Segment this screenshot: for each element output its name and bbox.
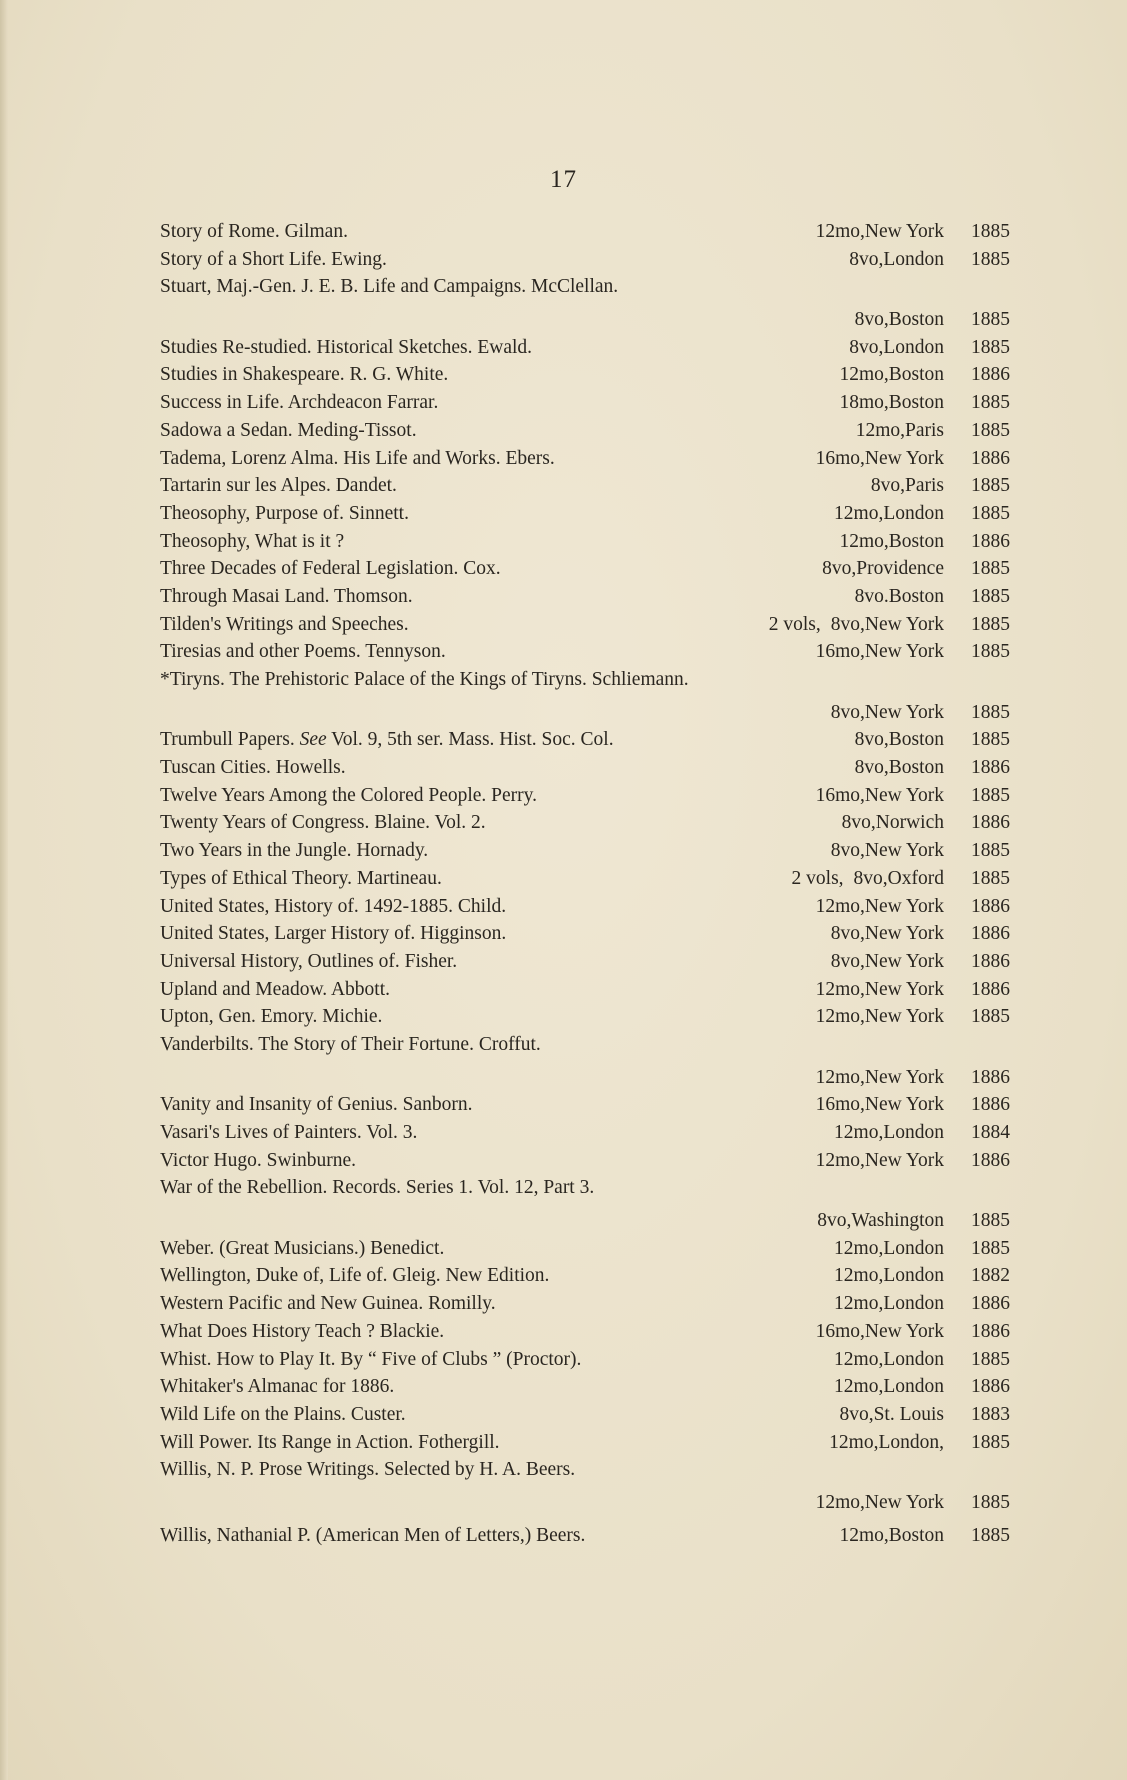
- entry-imprint: [816, 1489, 1010, 1517]
- entry-title: Tuscan Cities. Howells.: [160, 757, 346, 779]
- entry-year: 1885: [971, 475, 1010, 497]
- entry-place: Boston: [888, 757, 944, 779]
- entry-year: 1886: [971, 1149, 1010, 1171]
- entry-format: 8vo,: [830, 840, 865, 862]
- entry-imprint: [816, 1003, 1010, 1031]
- entry-title: Theosophy, What is it ?: [160, 530, 345, 552]
- entry-title: [160, 726, 614, 754]
- entry-title: Willis, Nathanial P. (American Men of Letters,) Beers.: [160, 1524, 586, 1546]
- entry-title-prefix: Trumbull Papers.: [160, 729, 300, 751]
- entry-place: Providence: [856, 558, 944, 580]
- entry-format: 16mo,: [815, 1320, 865, 1342]
- entry-format: 8vo,: [841, 812, 876, 834]
- entry-year: 1886: [971, 530, 1010, 552]
- list-item: [160, 361, 1010, 389]
- entry-imprint: [834, 1119, 1010, 1147]
- entry-title: Victor Hugo. Swinburne.: [160, 1149, 356, 1171]
- list-item: [160, 1207, 1010, 1235]
- list-item: [160, 666, 1010, 694]
- entry-place: New York: [864, 1006, 944, 1028]
- entry-place: New York: [864, 950, 944, 972]
- entry-title: Three Decades of Federal Legislation. Cox.: [160, 558, 501, 580]
- entry-title: Will Power. Its Range in Action. Fothergill.: [160, 1431, 500, 1453]
- list-item: [160, 754, 1010, 782]
- entry-year: 1886: [971, 923, 1010, 945]
- entry-year: 1885: [971, 729, 1010, 751]
- entry-year: 1885: [971, 558, 1010, 580]
- entry-imprint: [839, 528, 1010, 556]
- entry-place: New York: [864, 923, 944, 945]
- entry-place: Boston: [888, 729, 944, 751]
- list-item: [160, 1290, 1010, 1318]
- list-item: [160, 1456, 1010, 1484]
- entry-place: London: [883, 1265, 944, 1287]
- entry-place: London: [883, 1376, 944, 1398]
- entry-format: 8vo,: [822, 558, 857, 580]
- entry-title: United States, Larger History of. Higginson.: [160, 923, 507, 945]
- entry-title: Studies in Shakespeare. R. G. White.: [160, 364, 449, 386]
- entry-imprint: [855, 306, 1010, 334]
- list-item: [160, 389, 1010, 417]
- entry-year: 1885: [971, 502, 1010, 524]
- entry-title: Whist. How to Play It. By “ Five of Clubs ” (Proctor).: [160, 1348, 582, 1370]
- entry-place: New York: [864, 613, 944, 635]
- page-number: 17: [550, 166, 577, 193]
- entry-place: New York: [864, 895, 944, 917]
- list-item: [160, 306, 1010, 334]
- list-item: [160, 638, 1010, 666]
- list-item: [160, 555, 1010, 583]
- entry-imprint: [831, 948, 1010, 976]
- entry-volumes: 2 vols,: [768, 613, 821, 635]
- entry-imprint: [855, 726, 1010, 754]
- entry-format: 8vo,: [849, 248, 884, 270]
- list-item: [160, 948, 1010, 976]
- entry-imprint: [855, 754, 1010, 782]
- page-edge: [0, 0, 8, 1780]
- list-item: [160, 893, 1010, 921]
- entry-imprint: [834, 1290, 1010, 1318]
- list-item: [160, 976, 1010, 1004]
- entry-title: Stuart, Maj.-Gen. J. E. B. Life and Campaigns. McClellan.: [160, 276, 619, 298]
- entry-imprint: [834, 500, 1010, 528]
- list-item: [160, 837, 1010, 865]
- entry-place: Paris: [905, 419, 944, 441]
- entry-title: Studies Re-studied. Historical Sketches. Ewald.: [160, 336, 533, 358]
- book-list: [160, 218, 1010, 1549]
- entry-imprint: [849, 246, 1010, 274]
- entry-year: 1885: [971, 701, 1010, 723]
- entry-format: 8vo,: [854, 729, 889, 751]
- entry-imprint: [871, 472, 1010, 500]
- list-item: [160, 1262, 1010, 1290]
- entry-imprint: [816, 638, 1010, 666]
- list-item: [160, 218, 1010, 246]
- entry-format: 12mo,: [839, 364, 889, 386]
- entry-place: Boston: [888, 392, 944, 414]
- entry-imprint: [839, 1522, 1010, 1550]
- list-item: [160, 472, 1010, 500]
- list-item: [160, 1373, 1010, 1401]
- entry-place: London: [883, 1122, 944, 1143]
- entry-imprint: [855, 583, 1010, 611]
- entry-place: New York: [864, 840, 944, 862]
- entry-volumes: 2 vols,: [791, 867, 844, 889]
- entry-year: 1886: [971, 757, 1010, 779]
- entry-imprint: [839, 389, 1010, 417]
- entry-imprint: [829, 1429, 1010, 1457]
- entry-format: 8vo,: [849, 336, 884, 358]
- list-item: [160, 726, 1010, 754]
- entry-place: Boston: [888, 530, 944, 552]
- entry-place: Boston: [888, 585, 944, 607]
- entry-year: 1886: [971, 447, 1010, 469]
- entry-place: New York: [864, 447, 944, 469]
- entry-format: 12mo,: [815, 1066, 865, 1088]
- entry-imprint: [842, 809, 1010, 837]
- entry-title: Sadowa a Sedan. Meding-Tissot.: [160, 419, 417, 441]
- list-item: [160, 611, 1010, 639]
- entry-title: What Does History Teach ? Blackie.: [160, 1320, 445, 1342]
- entry-format: 8vo,: [830, 923, 865, 945]
- entry-imprint: [816, 1147, 1010, 1175]
- entry-year: 1886: [971, 1293, 1010, 1315]
- list-item: [160, 445, 1010, 473]
- list-item: [160, 1318, 1010, 1346]
- entry-imprint: [816, 1091, 1010, 1119]
- entry-place: Washington: [851, 1210, 944, 1232]
- entry-place: London: [883, 1293, 944, 1315]
- entry-title: Tilden's Writings and Speeches.: [160, 613, 409, 635]
- entry-year: 1886: [971, 1376, 1010, 1398]
- list-item: [160, 1031, 1010, 1059]
- entry-title: Tiresias and other Poems. Tennyson.: [160, 641, 446, 663]
- entry-place: London: [883, 1348, 944, 1370]
- entry-year: 1884: [971, 1122, 1010, 1143]
- entry-year: 1886: [971, 978, 1010, 1000]
- entry-format: 12mo,: [834, 1265, 884, 1287]
- entry-title: Willis, N. P. Prose Writings. Selected by H. A. Beers.: [160, 1459, 576, 1481]
- entry-title: Vanity and Insanity of Genius. Sanborn.: [160, 1094, 473, 1116]
- list-item: [160, 865, 1010, 893]
- entry-place: New York: [864, 978, 944, 1000]
- list-item: [160, 1147, 1010, 1175]
- entry-title: Through Masai Land. Thomson.: [160, 585, 413, 607]
- entry-year: 1885: [971, 1237, 1010, 1259]
- entry-year: 1885: [971, 419, 1010, 441]
- entry-format: 8vo.: [854, 585, 889, 607]
- entry-place: New York: [864, 221, 944, 242]
- entry-format: 8vo,: [830, 613, 865, 635]
- entry-format: 8vo,: [854, 309, 889, 331]
- entry-imprint: [817, 1207, 1010, 1235]
- entry-format: 8vo,: [839, 1403, 874, 1425]
- entry-title: Twelve Years Among the Colored People. Perry.: [160, 784, 538, 806]
- entry-year: 1885: [971, 309, 1010, 331]
- entry-imprint: [769, 611, 1010, 639]
- entry-imprint: [816, 218, 1010, 246]
- entry-format: 8vo,: [853, 867, 888, 889]
- entry-place: New York: [864, 1066, 944, 1088]
- entry-year: 1885: [971, 392, 1010, 414]
- entry-imprint: [834, 1346, 1010, 1374]
- entry-year: 1885: [971, 1210, 1010, 1232]
- entry-format: 8vo,: [854, 757, 889, 779]
- entry-title: *Tiryns. The Prehistoric Palace of the Kings of Tiryns. Schliemann.: [160, 669, 689, 690]
- list-item: [160, 1003, 1010, 1031]
- entry-format: 12mo,: [834, 502, 884, 524]
- entry-year: 1885: [971, 1431, 1010, 1453]
- entry-place: Norwich: [875, 812, 944, 834]
- entry-format: 16mo,: [815, 447, 865, 469]
- list-item: [160, 920, 1010, 948]
- entry-title: Two Years in the Jungle. Hornady.: [160, 840, 429, 862]
- entry-place: New York: [864, 784, 944, 806]
- entry-year: 1885: [971, 840, 1010, 862]
- entry-year: 1883: [971, 1403, 1010, 1425]
- entry-place: New York: [864, 701, 944, 723]
- entry-imprint: [849, 334, 1010, 362]
- entry-imprint: [816, 1064, 1010, 1092]
- list-item: [160, 273, 1010, 301]
- list-item: [160, 1235, 1010, 1263]
- entry-format: 12mo,: [815, 1149, 865, 1171]
- entry-format: 12mo,: [829, 1431, 879, 1453]
- list-item: [160, 809, 1010, 837]
- list-item: [160, 1429, 1010, 1457]
- list-item: [160, 1489, 1010, 1517]
- list-item: [160, 246, 1010, 274]
- entry-format: 18mo,: [839, 392, 889, 414]
- entry-title: Types of Ethical Theory. Martineau.: [160, 867, 442, 889]
- entry-title: Western Pacific and New Guinea. Romilly.: [160, 1293, 496, 1315]
- list-item: [160, 1522, 1010, 1550]
- entry-title: United States, History of. 1492-1885. Child.: [160, 895, 507, 917]
- entry-title: Success in Life. Archdeacon Farrar.: [160, 392, 439, 414]
- entry-title: Upton, Gen. Emory. Michie.: [160, 1006, 383, 1028]
- entry-format: 8vo,: [817, 1210, 852, 1232]
- entry-place: New York: [864, 1094, 944, 1116]
- entry-title: Weber. (Great Musicians.) Benedict.: [160, 1237, 445, 1259]
- entry-title: Theosophy, Purpose of. Sinnett.: [160, 502, 409, 524]
- entry-format: 8vo,: [830, 950, 865, 972]
- list-item: [160, 528, 1010, 556]
- entry-year: 1886: [971, 895, 1010, 917]
- entry-imprint: [834, 1262, 1010, 1290]
- list-item: [160, 500, 1010, 528]
- entry-year: 1882: [971, 1265, 1010, 1287]
- entry-year: 1885: [971, 248, 1010, 270]
- entry-imprint: [831, 699, 1010, 727]
- entry-year: 1885: [971, 1524, 1010, 1546]
- entry-year: 1886: [971, 364, 1010, 386]
- entry-year: 1886: [971, 1094, 1010, 1116]
- entry-title: Wellington, Duke of, Life of. Gleig. New Edition.: [160, 1265, 550, 1287]
- entry-format: 12mo,: [839, 1524, 889, 1546]
- entry-year: 1885: [971, 641, 1010, 663]
- list-item: [160, 1346, 1010, 1374]
- entry-format: 12mo,: [839, 530, 889, 552]
- entry-title: Tartarin sur les Alpes. Dandet.: [160, 475, 397, 497]
- list-item: [160, 1174, 1010, 1202]
- entry-year: 1885: [971, 784, 1010, 806]
- entry-place: Boston: [888, 1524, 944, 1546]
- entry-format: 16mo,: [815, 641, 865, 663]
- entry-imprint: [834, 1235, 1010, 1263]
- entry-year: 1885: [971, 1006, 1010, 1028]
- entry-title: Vanderbilts. The Story of Their Fortune. Croffut.: [160, 1033, 541, 1055]
- entry-format: 12mo,: [834, 1122, 884, 1143]
- entry-imprint: [822, 555, 1010, 583]
- entry-title: Twenty Years of Congress. Blaine. Vol. 2.: [160, 812, 486, 834]
- list-item: [160, 583, 1010, 611]
- entry-year: 1885: [971, 613, 1010, 635]
- entry-imprint: [839, 1401, 1010, 1429]
- entry-title: Story of Rome. Gilman.: [160, 221, 348, 242]
- entry-imprint: [792, 865, 1010, 893]
- entry-title: Upland and Meadow. Abbott.: [160, 978, 390, 1000]
- entry-imprint: [831, 920, 1010, 948]
- entry-year: 1885: [971, 221, 1010, 242]
- list-item: [160, 1119, 1010, 1147]
- entry-year: 1886: [971, 950, 1010, 972]
- entry-format: 12mo,: [815, 221, 865, 242]
- list-item: [160, 699, 1010, 727]
- list-item: [160, 1091, 1010, 1119]
- entry-format: 8vo,: [870, 475, 905, 497]
- entry-place: London,: [878, 1431, 944, 1453]
- entry-year: 1886: [971, 812, 1010, 834]
- entry-title: Story of a Short Life. Ewing.: [160, 248, 387, 270]
- entry-title: Tadema, Lorenz Alma. His Life and Works. Ebers.: [160, 447, 555, 469]
- entry-format: 8vo,: [830, 701, 865, 723]
- entry-title-rest: Vol. 9, 5th ser. Mass. Hist. Soc. Col.: [326, 729, 614, 751]
- entry-year: 1885: [971, 585, 1010, 607]
- entry-title-italic: See: [299, 729, 327, 751]
- entry-format: 12mo,: [815, 1491, 865, 1513]
- entry-imprint: [816, 445, 1010, 473]
- entry-imprint: [831, 837, 1010, 865]
- entry-format: 12mo,: [834, 1376, 884, 1398]
- entry-format: 12mo,: [834, 1293, 884, 1315]
- entry-imprint: [816, 893, 1010, 921]
- entry-year: 1885: [971, 336, 1010, 358]
- entry-format: 12mo,: [834, 1237, 884, 1259]
- entry-place: New York: [864, 1491, 944, 1513]
- list-item: [160, 417, 1010, 445]
- entry-format: 12mo,: [815, 1006, 865, 1028]
- entry-place: New York: [864, 641, 944, 663]
- entry-place: New York: [864, 1149, 944, 1171]
- entry-title: War of the Rebellion. Records. Series 1. Vol. 12, Part 3.: [160, 1177, 595, 1199]
- entry-place: London: [883, 502, 944, 524]
- entry-title: Whitaker's Almanac for 1886.: [160, 1376, 395, 1398]
- entry-place: Boston: [888, 364, 944, 386]
- entry-imprint: [856, 417, 1010, 445]
- entry-format: 16mo,: [815, 1094, 865, 1116]
- entry-title: Vasari's Lives of Painters. Vol. 3.: [160, 1122, 418, 1143]
- entry-format: 12mo,: [855, 419, 905, 441]
- entry-place: New York: [864, 1320, 944, 1342]
- entry-imprint: [839, 361, 1010, 389]
- entry-imprint: [816, 782, 1010, 810]
- entry-title: Universal History, Outlines of. Fisher.: [160, 950, 458, 972]
- entry-format: 12mo,: [815, 895, 865, 917]
- entry-format: 12mo,: [834, 1348, 884, 1370]
- entry-year: 1886: [971, 1066, 1010, 1088]
- entry-place: London: [883, 1237, 944, 1259]
- entry-place: Paris: [905, 475, 944, 497]
- entry-place: London: [883, 336, 944, 358]
- entry-year: 1885: [971, 1491, 1010, 1513]
- list-item: [160, 1064, 1010, 1092]
- entry-place: Boston: [888, 309, 944, 331]
- entry-year: 1885: [971, 867, 1010, 889]
- list-item: [160, 782, 1010, 810]
- list-item: [160, 1401, 1010, 1429]
- entry-imprint: [816, 1318, 1010, 1346]
- entry-imprint: [834, 1373, 1010, 1401]
- entry-format: 12mo,: [815, 978, 865, 1000]
- entry-title: Wild Life on the Plains. Custer.: [160, 1403, 406, 1425]
- list-item: [160, 334, 1010, 362]
- entry-year: 1885: [971, 1348, 1010, 1370]
- entry-year: 1886: [971, 1320, 1010, 1342]
- entry-format: 16mo,: [815, 784, 865, 806]
- entry-place: London: [883, 248, 944, 270]
- entry-imprint: [816, 976, 1010, 1004]
- entry-place: Oxford: [887, 867, 944, 889]
- entry-place: St. Louis: [873, 1403, 944, 1425]
